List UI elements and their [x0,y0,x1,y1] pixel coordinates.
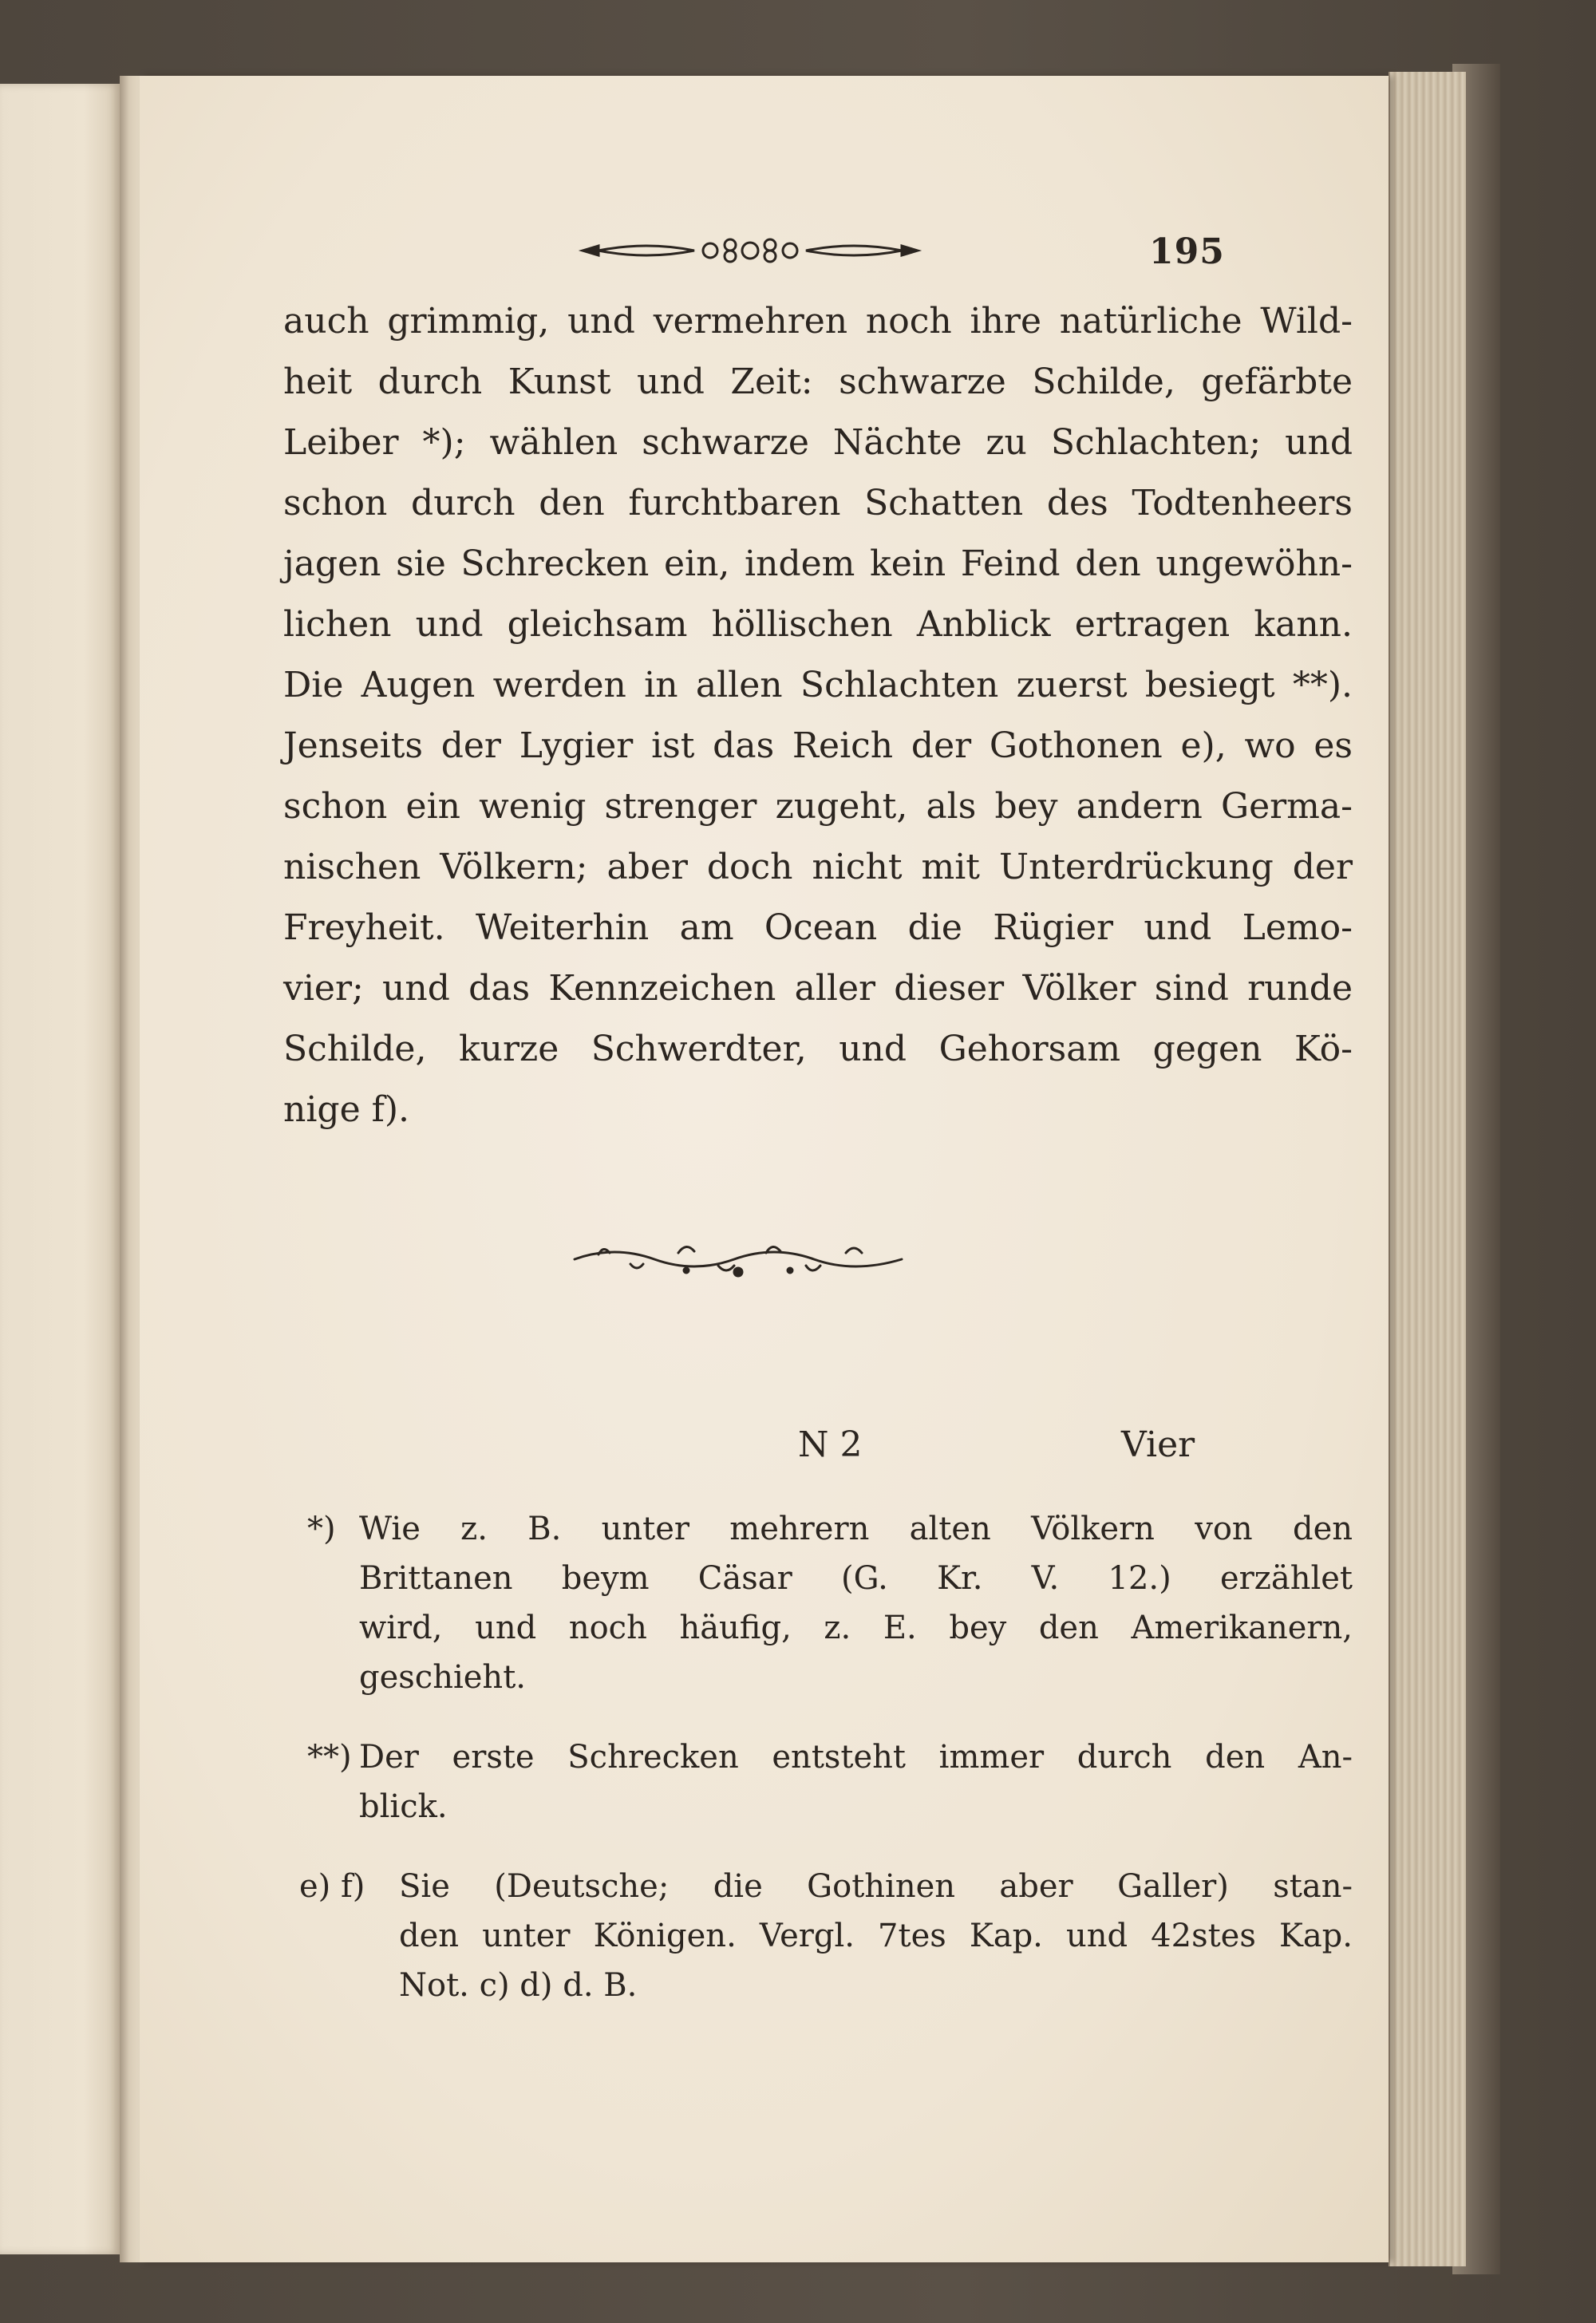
footnote-line: Brittanen beym Cäsar (G. Kr. V. 12.) erzählet [359,1560,1353,1597]
body-line: Leiber *); wählen schwarze Nächte zu Schlachten; und [283,422,1353,463]
body-line: Freyheit. Weiterhin am Ocean die Rügier und Lemo- [283,907,1353,948]
footnote-marker: **) [307,1739,352,1776]
headpiece-ornament-icon [575,235,926,267]
tailpiece-vine-ornament-icon [567,1237,910,1281]
footnote-text [359,1732,1353,1831]
footnote-marker: e) f) [299,1868,365,1905]
footnotes [299,1504,1353,2041]
footnote-line: den unter Königen. Vergl. 7tes Kap. und 42stes Kap. [399,1918,1353,1954]
body-line: Jenseits der Lygier ist das Reich der Gothonen e), wo es [283,725,1353,766]
footnote-line: Not. c) d) d. B. [399,1967,638,2004]
page-text [140,76,1389,2262]
body-line: auch grimmig, und vermehren noch ihre natürliche Wild- [283,301,1353,342]
body-line: schon durch den furchtbaren Schatten des Todtenheers [283,483,1353,523]
page [140,76,1389,2262]
signature-line [140,1424,1389,1480]
body-line: lichen und gleichsam höllischen Anblick ertragen kann. [283,604,1353,645]
footnote-line: Der erste Schrecken entsteht immer durch den An- [359,1739,1353,1776]
body-line: vier; und das Kennzeichen aller dieser Völker sind runde [283,968,1353,1009]
page-fore-edge [1389,72,1466,2266]
body-line: jagen sie Schrecken ein, indem kein Feind den ungewöhn- [283,543,1353,584]
body-line: heit durch Kunst und Zeit: schwarze Schilde, gefärbte [283,361,1353,402]
page-number: 195 [1149,231,1225,272]
signature-mark: N 2 [798,1424,863,1465]
footnote-line: Sie (Deutsche; die Gothinen aber Galler) stan- [399,1868,1353,1905]
footnote [299,1862,1353,2010]
footnote-line: geschieht. [359,1659,526,1696]
body-line: nige f). [283,1089,410,1130]
footnote [307,1732,1353,1831]
footnote-line: Wie z. B. unter mehrern alten Völkern von den [359,1511,1353,1547]
running-head [140,223,1389,287]
footnote-text [359,1504,1353,1702]
footnote-text [399,1862,1353,2010]
footnote-line: wird, und noch häufig, z. E. bey den Amerikanern, [359,1610,1353,1646]
catchword: Vier [1121,1424,1195,1465]
body-line: Die Augen werden in allen Schlachten zuerst besiegt **). [283,665,1353,705]
footnote-line: blick. [359,1788,448,1825]
left-page-edge [0,84,120,2254]
footnote [307,1504,1353,1702]
body-line: nischen Völkern; aber doch nicht mit Unterdrückung der [283,847,1353,887]
body-line: Schilde, kurze Schwerdter, und Gehorsam gegen Kö- [283,1029,1353,1069]
body-text [283,291,1353,1140]
footnote-marker: *) [307,1511,336,1547]
body-line: schon ein wenig strenger zugeht, als bey andern Germa- [283,786,1353,827]
